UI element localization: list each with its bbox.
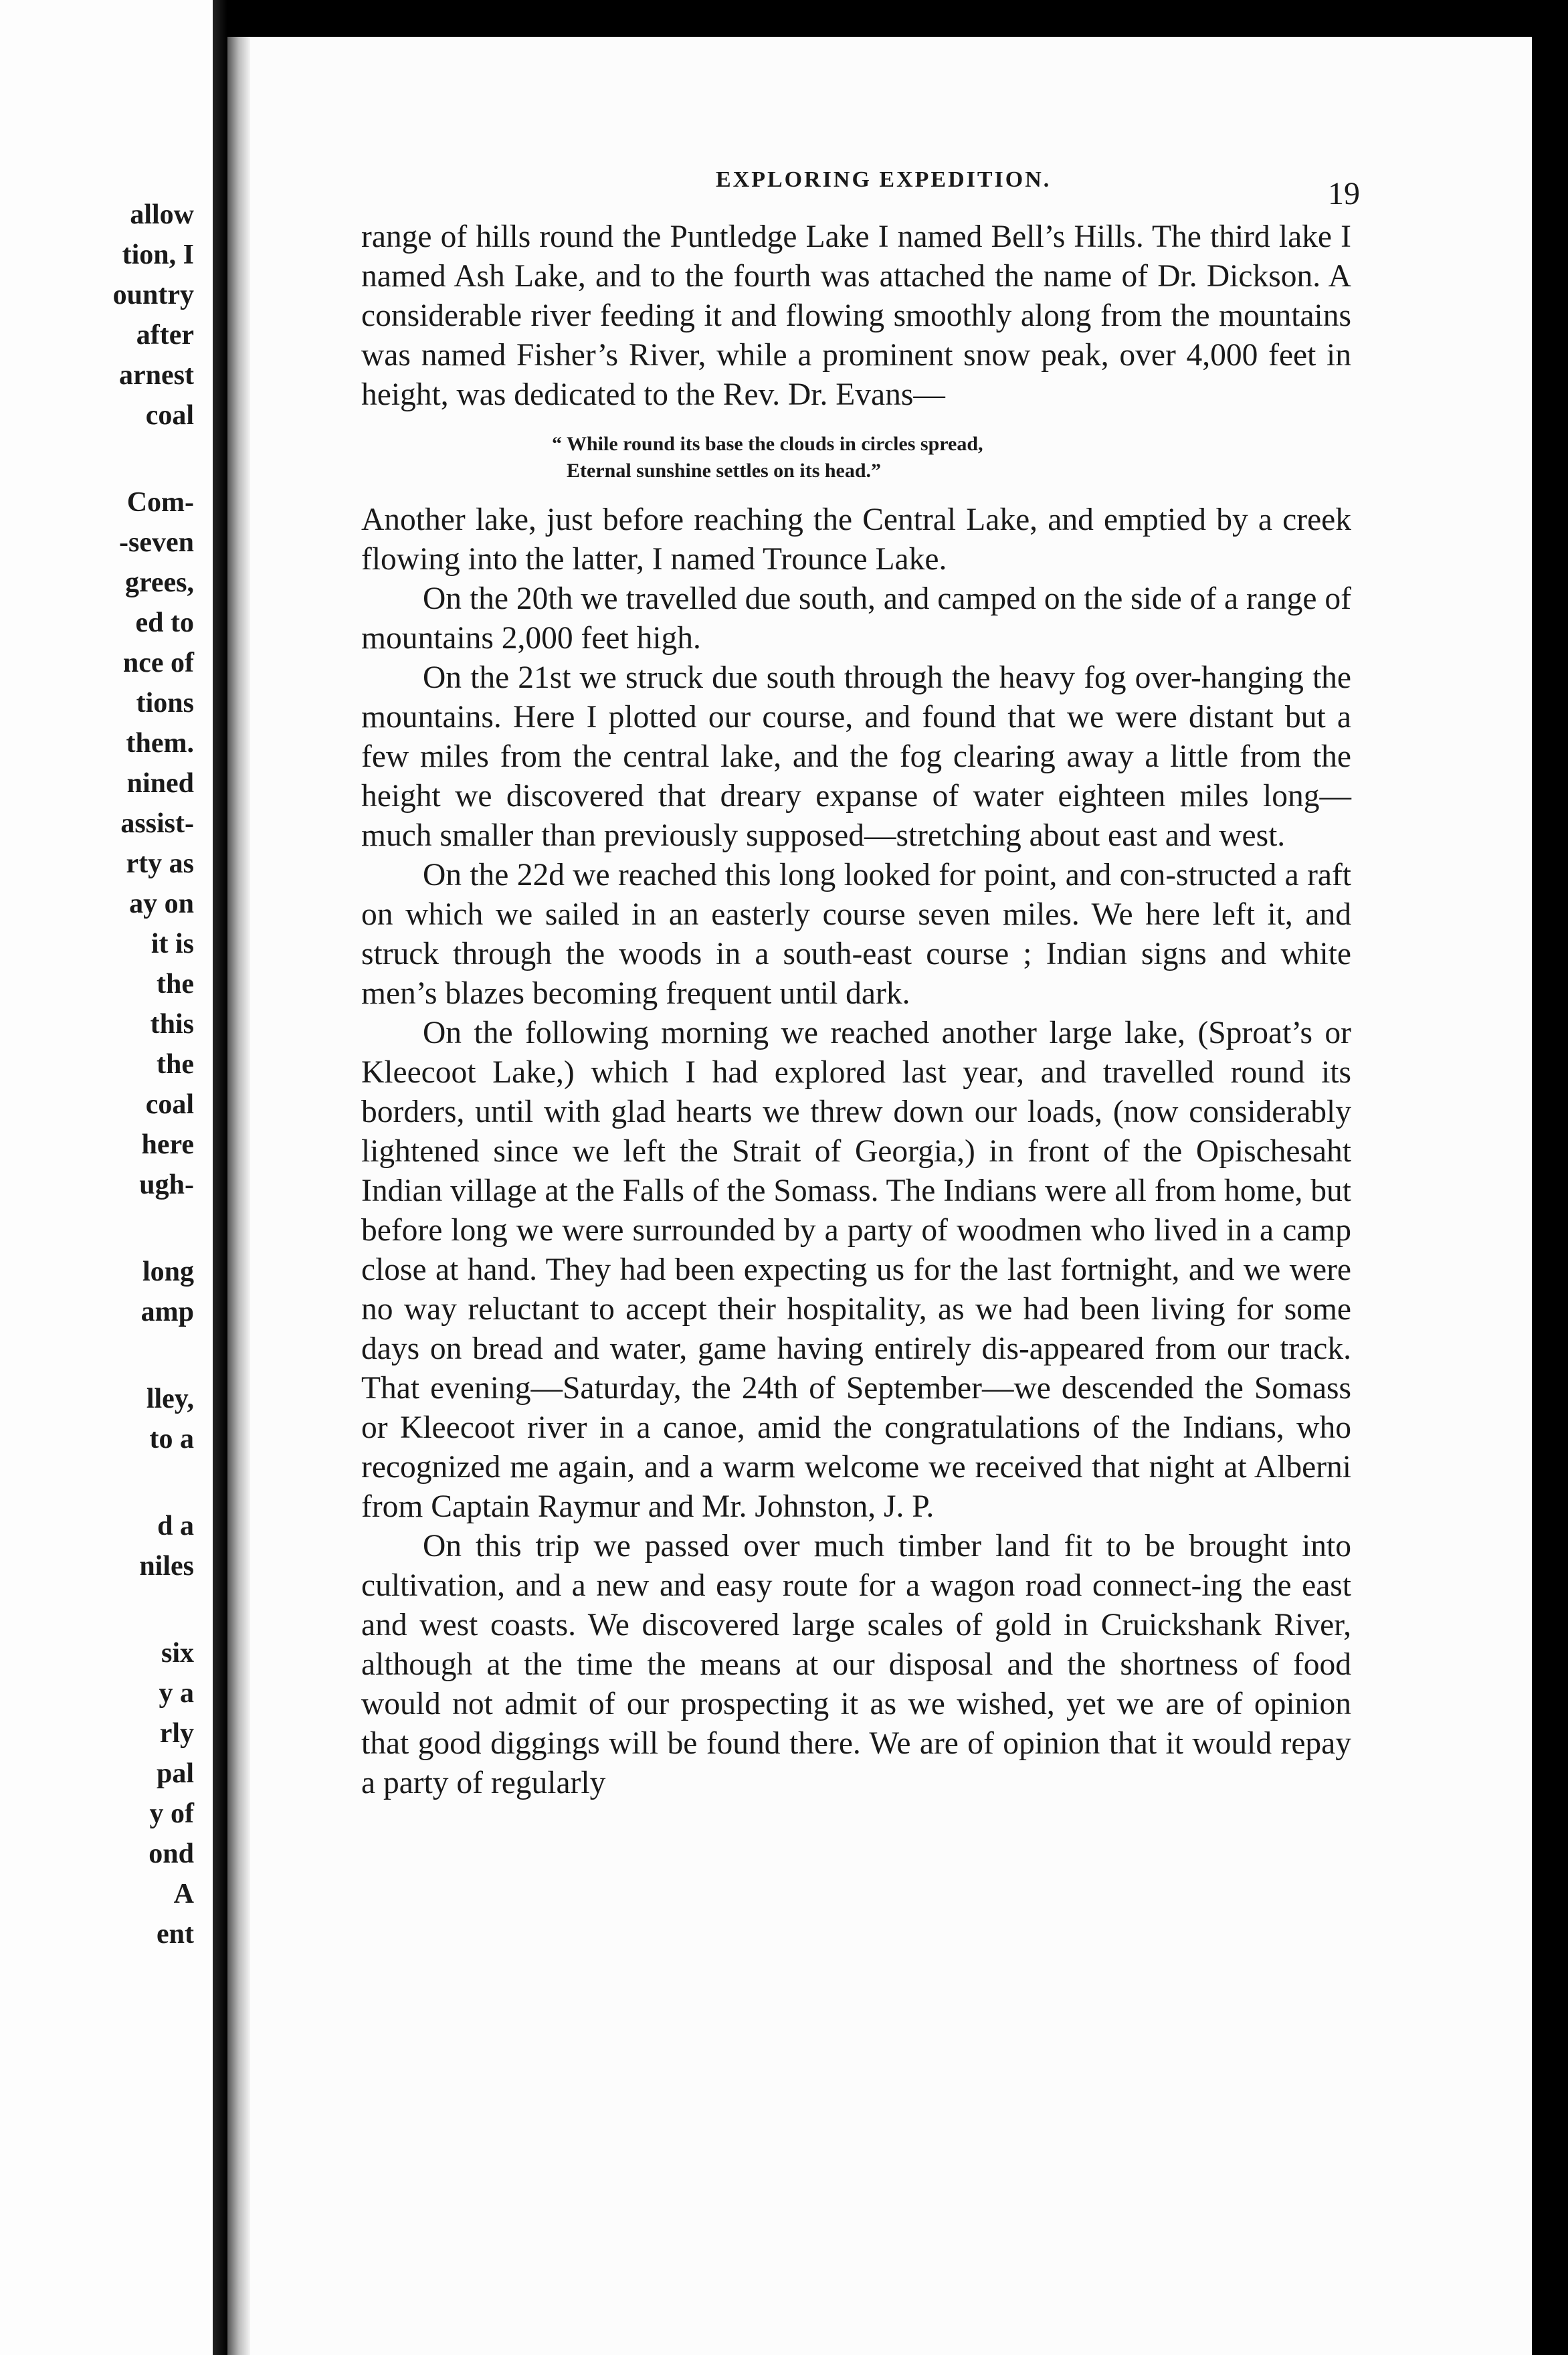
paragraph: On this trip we passed over much timber land fit to be brought into cultivation, and a new and easy route for a wagon road connect-ing the east and west coasts. We discovered large scales of gold in Cruickshank River, although at the time the means at our disposal and the shortness of food would not admit of our prospecting it as we wished, yet we are of opinion that good diggings will be found there. We are of opinion that it would repay a party of regularly — [361, 1529, 1351, 1800]
facing-page-line: allow — [130, 199, 194, 230]
facing-page-line: ent — [157, 1919, 194, 1950]
facing-page-line: six — [161, 1638, 194, 1669]
facing-page-line: pal — [156, 1758, 194, 1789]
facing-page-line: A — [173, 1879, 194, 1909]
facing-page-line: the — [157, 1049, 194, 1080]
facing-page-line: tion, I — [122, 240, 194, 270]
facing-page-line: the — [157, 969, 194, 1000]
verse-line: “ While round its base the clouds in circles spread, — [552, 433, 983, 455]
verse-line: Eternal sunshine settles on its head.” — [567, 460, 882, 482]
facing-page-line: after — [136, 320, 194, 351]
page-body — [361, 217, 1351, 1803]
facing-page-line: Com- — [126, 487, 194, 518]
paragraph: On the 21st we struck due south through the heavy fog over-hanging the mountains. Here I plotted our course, and found that we were distant but a few miles from the central lake, and the fog clearing away a little from the height we discovered that dreary expanse of water eighteen miles long—much smaller than previously supposed—stretching about east and west. — [361, 660, 1351, 853]
facing-page-line: -seven — [119, 527, 194, 558]
facing-page-line: this — [150, 1009, 194, 1040]
paragraph: On the 22d we reached this long looked for point, and con-structed a raft on which we sailed in an easterly course seven miles. We here left it, and struck through the woods in a south-east course ; Indian signs and white men’s blazes becoming frequent until dark. — [361, 858, 1351, 1011]
facing-page-line: d a — [157, 1511, 194, 1541]
paragraph: range of hills round the Puntledge Lake I named Bell’s Hills. The third lake I named Ash Lake, and to the fourth was attached the name of Dr. Dickson. A considerable river feeding it and flowing smoothly along from the mountains was named Fisher’s River, while a prominent snow peak, over 4,000 feet in height, was dedicated to the Rev. Dr. Evans— — [361, 219, 1351, 412]
paragraph: Another lake, just before reaching the Central Lake, and emptied by a creek flowing into the latter, I named Trounce Lake. — [361, 502, 1351, 577]
facing-page-line: nined — [126, 768, 194, 799]
facing-page-line: arnest — [119, 360, 194, 391]
facing-page-line: ugh- — [139, 1169, 194, 1200]
facing-page-line: long — [142, 1256, 194, 1287]
facing-page-line: ay on — [129, 888, 194, 919]
page-edge-shadow — [227, 37, 250, 2355]
facing-page-line: ed to — [135, 607, 194, 638]
facing-page-line: coal — [145, 1089, 194, 1120]
facing-page-line: grees, — [124, 567, 194, 598]
facing-page-line: here — [141, 1129, 194, 1160]
facing-page-line: coal — [145, 400, 194, 431]
facing-page-line: y of — [149, 1798, 194, 1829]
facing-page-line: them. — [126, 728, 194, 759]
facing-page-line: lley, — [146, 1384, 194, 1414]
paragraph: On the following morning we reached another large lake, (Sproat’s or Kleecoot Lake,) which I had explored last year, and travelled round its borders, until with glad hearts we threw down our loads, (now considerably lightened since we left the Strait of Georgia,) in front of the Opischesaht Indian village at the Falls of the Somass. The Indians were all from home, but before long we were surrounded by a party of woodmen who lived in a camp close at hand. They had been expecting us for the last fortnight, and we were no way reluctant to accept their hospitality, as we had been living for some days on bread and water, game having entirely dis-appeared from our track. That evening—Saturday, the 24th of September—we descended the Somass or Kleecoot river in a canoe, amid the congratulations of the Indians, who recognized me again, and a warm welcome we received that night at Alberni from Captain Raymur and Mr. Johnston, J. P. — [361, 1016, 1351, 1524]
facing-page-line: to a — [149, 1424, 194, 1454]
facing-page-line: rly — [159, 1718, 194, 1749]
facing-page-line: it is — [151, 929, 194, 959]
facing-page-line: amp — [140, 1297, 194, 1327]
facing-page-fragment — [0, 0, 213, 2355]
facing-page-line: y a — [159, 1678, 194, 1709]
verse-quotation — [552, 431, 1351, 484]
facing-page-line: niles — [139, 1551, 194, 1582]
running-header: EXPLORING EXPEDITION. — [716, 167, 1052, 192]
facing-page-line: tions — [136, 688, 194, 719]
paragraph: On the 20th we travelled due south, and camped on the side of a range of mountains 2,000 feet high. — [361, 581, 1351, 656]
facing-page-line: ountry — [112, 280, 194, 310]
facing-page-line: rty as — [126, 848, 194, 879]
book-gutter — [213, 0, 227, 2355]
facing-page-line: assist- — [120, 808, 194, 839]
facing-page-line: ond — [149, 1839, 194, 1869]
facing-page-line: nce of — [122, 648, 194, 678]
page-number: 19 — [1328, 176, 1360, 211]
